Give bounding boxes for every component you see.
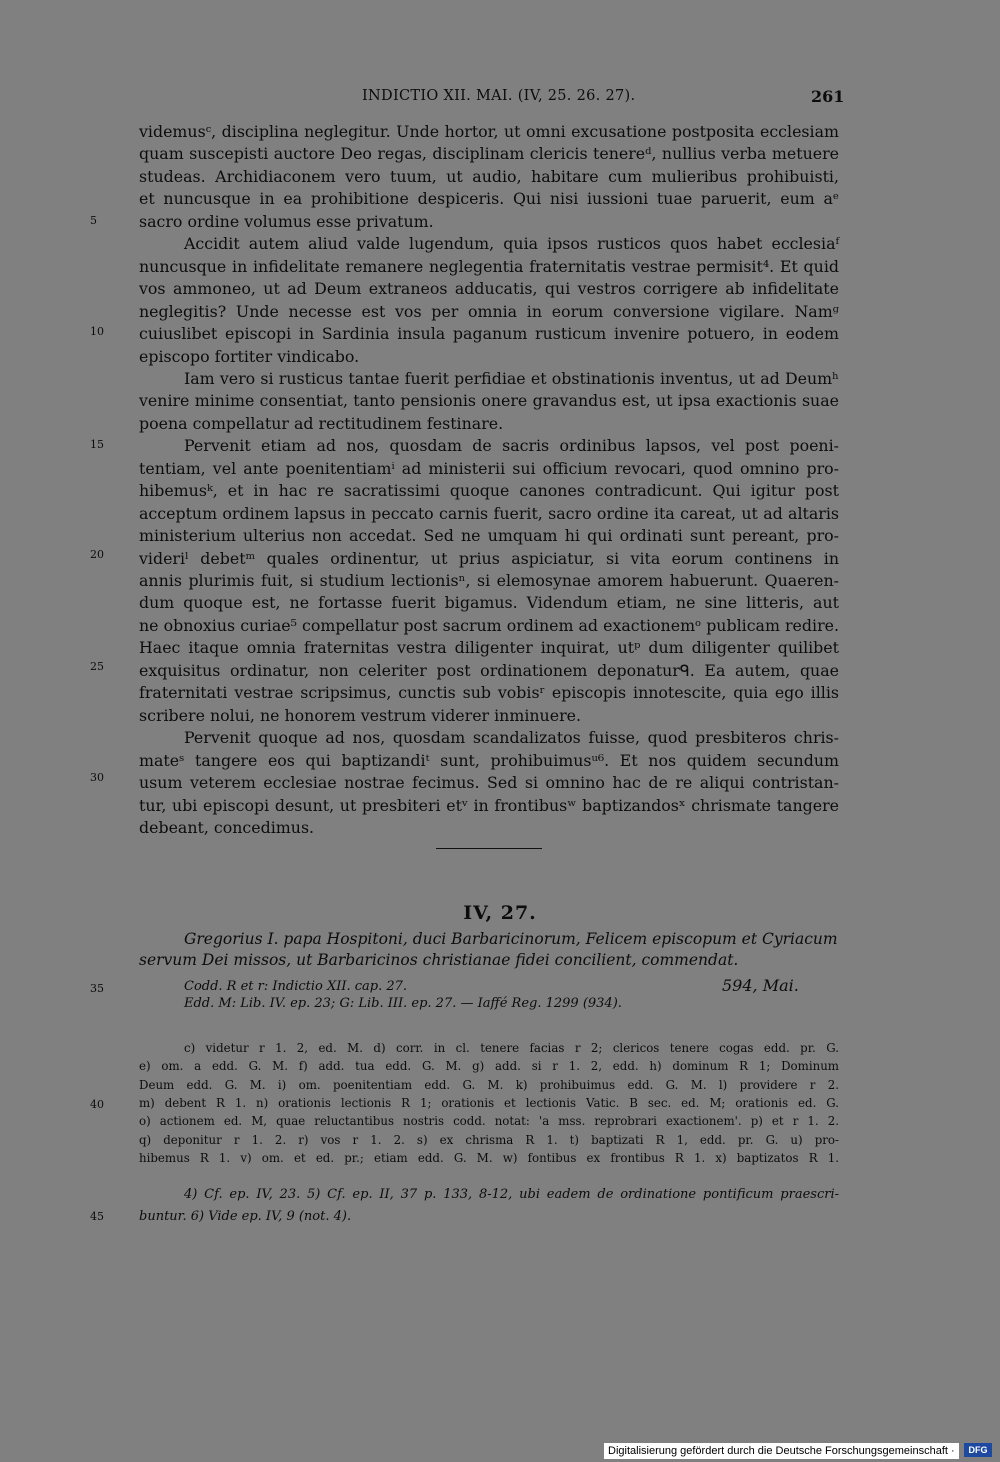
codices-line: Codd. R et r: Indictio XII. cap. 27. xyxy=(184,979,408,994)
text-line: vos ammoneo, ut ad Deum extraneos adducatis, qui vestros corrigere ab infidelitate xyxy=(139,279,839,299)
line-number: 10 xyxy=(90,325,104,338)
text-line: cuiuslibet episcopi in Sardinia insula paganum rusticum invenire potuero, in eodem xyxy=(139,324,839,344)
text-line: hibemusᵏ, et in hac re sacratissimi quoque canones contradicunt. Qui igitur post xyxy=(139,481,839,501)
summary-line-1: Gregorius I. papa Hospitoni, duci Barbaricinorum, Felicem episcopum et Cyriacum xyxy=(184,930,838,948)
text-line: quam suscepisti auctore Deo regas, disciplinam clericis tenereᵈ, nullius verba metuere xyxy=(139,144,839,164)
digitization-credit: Digitalisierung gefördert durch die Deutsche Forschungsgemeinschaft · xyxy=(604,1443,959,1459)
apparatus-line: Deum edd. G. M. i) om. poenitentiam edd. G. M. k) prohibuimus edd. G. M. l) providere r 2. xyxy=(139,1077,839,1092)
text-line: annis plurimis fuit, si studium lectionisⁿ, si elemosynae amorem habuerunt. Quaeren- xyxy=(139,571,839,590)
text-line: sacro ordine volumus esse privatum. xyxy=(139,211,434,231)
text-line: dum quoque est, ne fortasse fuerit bigamus. Videndum etiam, ne sine litteris, aut xyxy=(139,593,839,613)
page-number: 261 xyxy=(811,87,845,106)
text-line: studeas. Archidiaconem vero tuum, ut audio, habitare cum mulieribus prohibuisti, xyxy=(139,166,839,186)
text-line: acceptum ordinem lapsus in peccato carnis fuerit, sacro ordine ita careat, ut ad altaris xyxy=(139,503,839,523)
line-number: 5 xyxy=(90,214,97,227)
text-line: tentiam, vel ante poenitentiamⁱ ad ministerii sui officium revocari, quod omnino pro- xyxy=(139,458,839,478)
apparatus-line: e) om. a edd. G. M. f) add. tua edd. G. M. g) add. si r 1. 2, edd. h) dominum R 1; Dominum xyxy=(139,1059,839,1074)
text-line: Pervenit etiam ad nos, quosdam de sacris ordinibus lapsos, vel post poeni- xyxy=(184,436,839,456)
apparatus-line: c) videtur r 1. 2, ed. M. d) corr. in cl. tenere facias r 2; clericos tenere cogas edd. pr. G. xyxy=(184,1041,839,1055)
text-line: neglegitis? Unde necesse est vos per omnia in eorum conversione vigilare. Namᵍ xyxy=(139,301,839,321)
line-number: 45 xyxy=(90,1210,104,1223)
summary-line-2: servum Dei missos, ut Barbaricinos christianae fidei concilient, commendat. xyxy=(139,951,739,969)
note-line: 4) Cf. ep. IV, 23. 5) Cf. ep. II, 37 p. 133, 8-12, ubi eadem de ordinatione pontificum praescri- xyxy=(184,1187,839,1202)
text-line: poena compellatur ad rectitudinem festinare. xyxy=(139,413,504,433)
document-date: 594, Mai. xyxy=(722,976,799,995)
line-number: 30 xyxy=(90,771,104,784)
text-line: videriˡ debetᵐ quales ordinentur, ut prius aspiciatur, si vita eorum continens in xyxy=(139,548,839,568)
line-number: 15 xyxy=(90,438,104,451)
text-line: Haec itaque omnia fraternitas vestra diligenter inquirat, utᵖ dum diligenter quilibet xyxy=(139,638,839,658)
text-line: venire minime consentiat, tanto pensionis onere gravandus est, ut ipsa exactionis suae xyxy=(139,391,839,411)
text-line: mateˢ tangere eos qui baptizandiᵗ sunt, prohibuimusᵘ⁶. Et nos quidem secundum xyxy=(139,750,839,770)
text-line: episcopo fortiter vindicabo. xyxy=(139,346,360,366)
text-line: Iam vero si rusticus tantae fuerit perfidiae et obstinationis inventus, ut ad Deumʰ xyxy=(184,368,839,388)
text-line: usum veterem ecclesiae nostrae fecimus. Sed si omnino hac de re aliqui contristan- xyxy=(139,773,839,793)
line-number: 25 xyxy=(90,660,104,673)
running-header xyxy=(0,88,1000,108)
text-line: et nuncusque in ea prohibitione despiceris. Qui nisi iussioni tuae paruerit, eum aᵉ xyxy=(139,189,839,209)
document-number: IV, 27. xyxy=(463,902,537,924)
text-line: nuncusque in infidelitate remanere neglegentia fraternitatis vestrae permisit⁴. Et quid xyxy=(139,256,839,276)
line-number: 20 xyxy=(90,548,104,561)
line-number: 35 xyxy=(90,982,104,995)
text-line: fraternitati vestrae scripsimus, cunctis sub vobisʳ episcopis innotescite, quia ego illis xyxy=(139,683,839,703)
text-line: Pervenit quoque ad nos, quosdam scandalizatos fuisse, quod presbiteros chris- xyxy=(184,728,839,748)
dfg-logo: DFG xyxy=(964,1443,992,1457)
apparatus-line: m) debent R 1. n) orationis lectionis R 1; orationis et lectionis Vatic. B sec. ed. M; orationis ed. G. xyxy=(139,1095,839,1110)
text-line: videmusᶜ, disciplina neglegitur. Unde hortor, ut omni excusatione postposita ecclesiam xyxy=(139,122,839,141)
text-line: ne obnoxius curiae⁵ compellatur post sacrum ordinem ad exactionemᵒ publicam redire. xyxy=(139,615,839,635)
note-line: buntur. 6) Vide ep. IV, 9 (not. 4). xyxy=(139,1209,352,1224)
text-line: scribere nolui, ne honorem vestrum viderer inminuere. xyxy=(139,705,581,725)
running-title: INDICTIO XII. MAI. (IV, 25. 26. 27). xyxy=(362,88,636,104)
apparatus-line: o) actionem ed. M, quae reluctantibus nostris codd. notat: 'a mss. reprobrari exactionem'. p) et r 1. 2. xyxy=(139,1114,839,1129)
text-line: exquisitus ordinatur, non celeriter post ordinationem deponaturᑫ. Ea autem, quae xyxy=(139,660,839,680)
line-number: 40 xyxy=(90,1098,104,1111)
apparatus-line: hibemus R 1. v) om. et ed. pr.; etiam edd. G. M. w) fontibus ex frontibus R 1. x) baptizatos R 1. xyxy=(139,1150,839,1165)
section-divider xyxy=(436,848,542,849)
text-line: Accidit autem aliud valde lugendum, quia ipsos rusticos quos habet ecclesiaᶠ xyxy=(184,234,839,254)
text-line: ministerium ulterius non accedat. Sed ne umquam hi qui ordinati sunt pereant, pro- xyxy=(139,526,839,546)
text-line: debeant, concedimus. xyxy=(139,817,315,837)
apparatus-line: q) deponitur r 1. 2. r) vos r 1. 2. s) ex chrisma R 1. t) baptizati R 1, edd. pr. G. u) pro- xyxy=(139,1132,839,1147)
text-line: tur, ubi episcopi desunt, ut presbiteri etᵛ in frontibusʷ baptizandosˣ chrismate tangere xyxy=(139,795,839,815)
editions-line: Edd. M: Lib. IV. ep. 23; G: Lib. III. ep. 27. — Iaffé Reg. 1299 (934). xyxy=(184,996,622,1011)
